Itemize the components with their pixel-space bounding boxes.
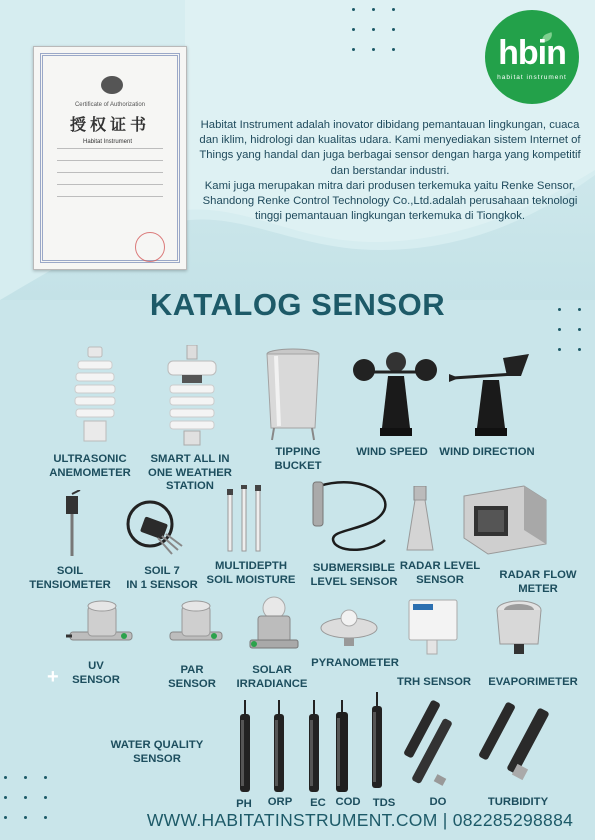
- certificate-subtitle: Certificate of Authorization: [74, 102, 146, 108]
- radar-flow-meter-image: [460, 484, 548, 556]
- certificate-stamp-icon: [135, 232, 165, 262]
- dot-grid-top: [352, 8, 412, 68]
- label-solar-irradiance: SOLAR IRRADIANCE: [236, 664, 308, 690]
- label-water-quality-sensor: WATER QUALITY SENSOR: [110, 739, 204, 765]
- label-ultrasonic-anemometer: ULTRASONIC ANEMOMETER: [49, 453, 131, 479]
- do-probe-image: [395, 696, 455, 792]
- tds-probe-image: [370, 692, 384, 792]
- submersible-level-sensor-image: [305, 480, 401, 558]
- orp-probe-image: [272, 700, 286, 795]
- wind-speed-sensor-image: [350, 352, 440, 438]
- label-radar-level-sensor: RADAR LEVEL SENSOR: [399, 560, 481, 586]
- ph-probe-image: [238, 700, 252, 795]
- plus-decoration-icon: +: [47, 666, 59, 688]
- ec-probe-image: [307, 700, 321, 795]
- label-do: DO: [429, 796, 447, 808]
- label-wind-speed: WIND SPEED: [356, 446, 428, 458]
- soil-tensiometer-image: [58, 490, 88, 560]
- description-paragraph-1: Habitat Instrument adalah inovator dibidang pemantauan lingkungan, cuaca dan iklim, hidrologi dan kualitas udara. Kami menyediakan sistem Internet of Things yang handal dan juga berbagai sensor dengan harga yang kompetitif dan berstandar industri.: [199, 119, 581, 177]
- label-ec: EC: [310, 797, 326, 809]
- label-ph: PH: [236, 798, 252, 810]
- soil-7-in-1-sensor-image: [122, 498, 184, 560]
- label-submersible-level-sensor: SUBMERSIBLE LEVEL SENSOR: [310, 562, 398, 588]
- label-evaporimeter: EVAPORIMETER: [488, 676, 578, 688]
- label-soil-7-in-1: SOIL 7 IN 1 SENSOR: [126, 565, 198, 591]
- certificate-logo-icon: [101, 76, 123, 94]
- label-pyranometer: PYRANOMETER: [311, 657, 399, 669]
- label-cod: COD: [335, 796, 361, 808]
- wind-direction-sensor-image: [445, 352, 535, 438]
- uv-sensor-image: [66, 596, 136, 652]
- weather-station-image: [162, 345, 222, 447]
- footer-contact: WWW.HABITATINSTRUMENT.COM | 082285298884: [146, 810, 574, 830]
- par-sensor-image: [168, 600, 224, 652]
- company-description: [196, 118, 584, 224]
- logo-tagline: habitat instrument: [497, 74, 567, 81]
- label-tds: TDS: [372, 797, 396, 809]
- catalog-title: KATALOG SENSOR: [149, 287, 446, 322]
- trh-sensor-image: [405, 598, 461, 658]
- label-uv-sensor: UV SENSOR: [72, 660, 120, 686]
- label-soil-tensiometer: SOIL TENSIOMETER: [29, 565, 111, 591]
- label-wind-direction: WIND DIRECTION: [439, 446, 535, 458]
- label-par-sensor: PAR SENSOR: [168, 664, 216, 690]
- certificate-company: Habitat Instrument: [83, 139, 133, 145]
- radar-level-sensor-image: [405, 486, 435, 554]
- habitat-instrument-logo: [485, 10, 579, 104]
- multidepth-soil-moisture-image: [224, 485, 266, 555]
- label-radar-flow-meter: RADAR FLOW METER: [499, 569, 577, 595]
- label-orp: ORP: [267, 796, 293, 808]
- evaporimeter-image: [494, 598, 544, 658]
- label-turbidity: TURBIDITY: [487, 796, 549, 808]
- logo-wordmark: hbin: [498, 34, 566, 72]
- tipping-bucket-image: [262, 348, 324, 444]
- solar-irradiance-image: [246, 594, 302, 656]
- dot-grid-bottom-left: [4, 776, 64, 836]
- label-trh-sensor: TRH SENSOR: [396, 676, 472, 688]
- certificate-title: 授权证书: [69, 115, 150, 134]
- label-tipping-bucket: TIPPING BUCKET: [274, 446, 322, 472]
- cod-probe-image: [334, 700, 350, 795]
- pyranometer-image: [318, 604, 380, 648]
- label-smart-weather-station: SMART ALL IN ONE WEATHER STATION: [148, 453, 232, 492]
- certificate-border: [40, 53, 180, 263]
- authorization-certificate: [33, 46, 187, 270]
- turbidity-probe-image: [470, 696, 560, 792]
- label-multidepth-soil-moisture: MULTIDEPTH SOIL MOISTURE: [206, 560, 296, 586]
- ultrasonic-anemometer-image: [70, 345, 120, 445]
- description-paragraph-2: Kami juga merupakan mitra dari produsen terkemuka yaitu Renke Sensor, Shandong Renke Control Technology Co.,Ltd.adalah perusahaan teknologi tinggi pemantauan lingkungan terkemuka di Tiongkok.: [202, 179, 578, 223]
